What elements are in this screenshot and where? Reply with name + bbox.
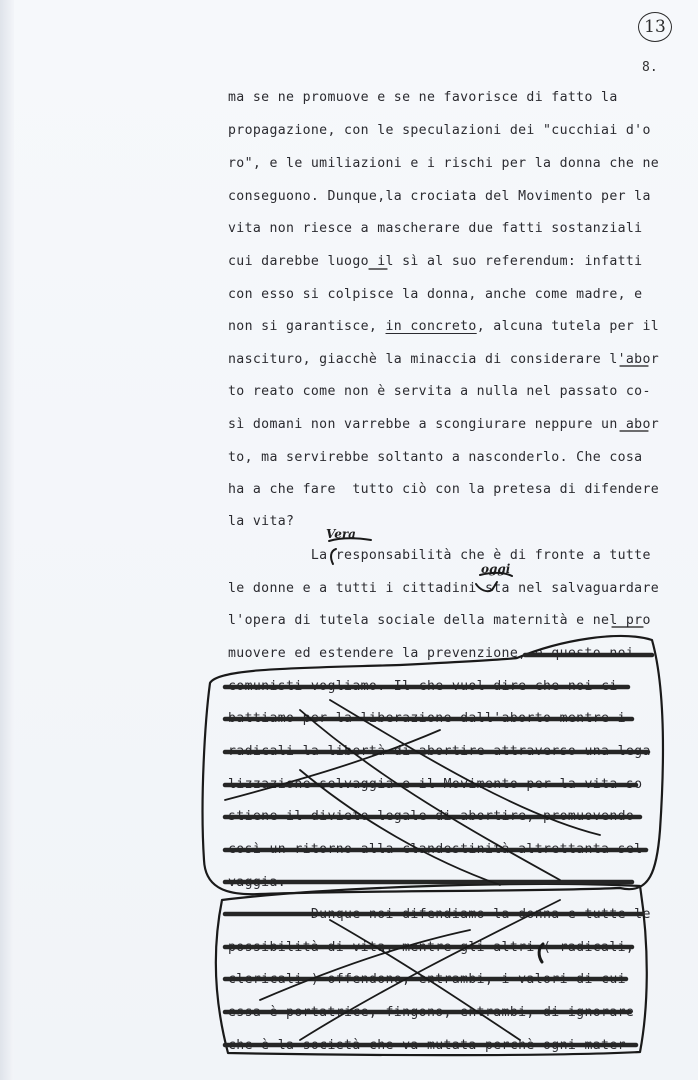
text-line-29: essa è portatrice, fingono, entrambi, di ignorare (228, 1005, 635, 1020)
text-line-9: nascituro, giacchè la minaccia di considerare l'abor (228, 352, 660, 367)
circled-page-label: 13 (638, 12, 672, 42)
text-line-10: to reato come non è servita a nulla nel passato co- (228, 384, 651, 399)
text-line-21: radicali la libertà di abortire attraverso una lega (228, 744, 651, 759)
text-line-2: propagazione, con le speculazioni dei "cucchiai d'o (228, 123, 651, 138)
underlined-in-concreto: in concreto (385, 319, 477, 334)
text-line-3: ro", e le umiliazioni e i rischi per la donna che ne (228, 156, 660, 171)
text-line-26: Dunque noi difendiamo la donna e tutte le (228, 907, 651, 922)
text-line-24: così un ritorno alla clandestinità altrettanta sel- (228, 842, 651, 857)
text-line-7: con esso si colpisce la donna, anche come madre, e (228, 287, 643, 302)
handwritten-oggi: oggi (481, 562, 511, 576)
page-number: 8. (642, 60, 658, 75)
text-line-16: le donne e a tutti i cittadini sta nel salvaguardare (228, 581, 660, 596)
text-line-1: ma se ne promuove e se ne favorisce di fatto la (228, 90, 618, 105)
text-line-20: battiamo per la liberazione dall'aborto mentre i (228, 711, 626, 726)
text-line-17: l'opera di tutela sociale della maternità e nel pro (228, 613, 651, 628)
page-edge-shadow (0, 0, 14, 1080)
text-line-28: clericali ) offendono, entrambi, i valori di cui (228, 972, 626, 987)
handwritten-vera: Vera (326, 527, 356, 541)
text-line-30: che è la società che va mutata perchè ogni mater (228, 1038, 626, 1053)
text-line-8-post: , alcuna tutela per il (476, 319, 660, 334)
text-line-8 (228, 319, 659, 335)
text-line-15: La responsabilità che è di fronte a tutte (228, 548, 651, 563)
text-line-19: comunisti vogliamo. Il che vuol dire che noi ci (228, 679, 618, 694)
text-line-6: cui darebbe luogo il sì al suo referendum: infatti (228, 254, 643, 269)
text-line-11: sì domani non varrebbe a scongiurare neppure un abor (228, 417, 660, 432)
text-line-27: possibilità di vita, mentre gli altri ( radicali, (228, 940, 635, 955)
text-line-23: stiene il divieto legale di abortire, promuovendo (228, 809, 635, 824)
text-line-5: vita non riesce a mascherare due fatti sostanziali (228, 221, 643, 236)
text-line-14: la vita? (228, 514, 295, 529)
text-line-18: muovere ed estendere la prevenzione, e questo noi (228, 646, 635, 661)
text-line-13: ha a che fare tutto ciò con la pretesa di difendere (228, 482, 660, 497)
text-line-8-pre: non si garantisce, (228, 319, 386, 334)
text-line-12: to, ma servirebbe soltanto a nasconderlo. Che cosa (228, 450, 643, 465)
text-line-25: vaggia. (228, 875, 287, 890)
text-line-4: conseguono. Dunque,la crociata del Movimento per la (228, 189, 651, 204)
text-line-22: lizzazione selvaggia e il Movimento per la vita so (228, 777, 643, 792)
